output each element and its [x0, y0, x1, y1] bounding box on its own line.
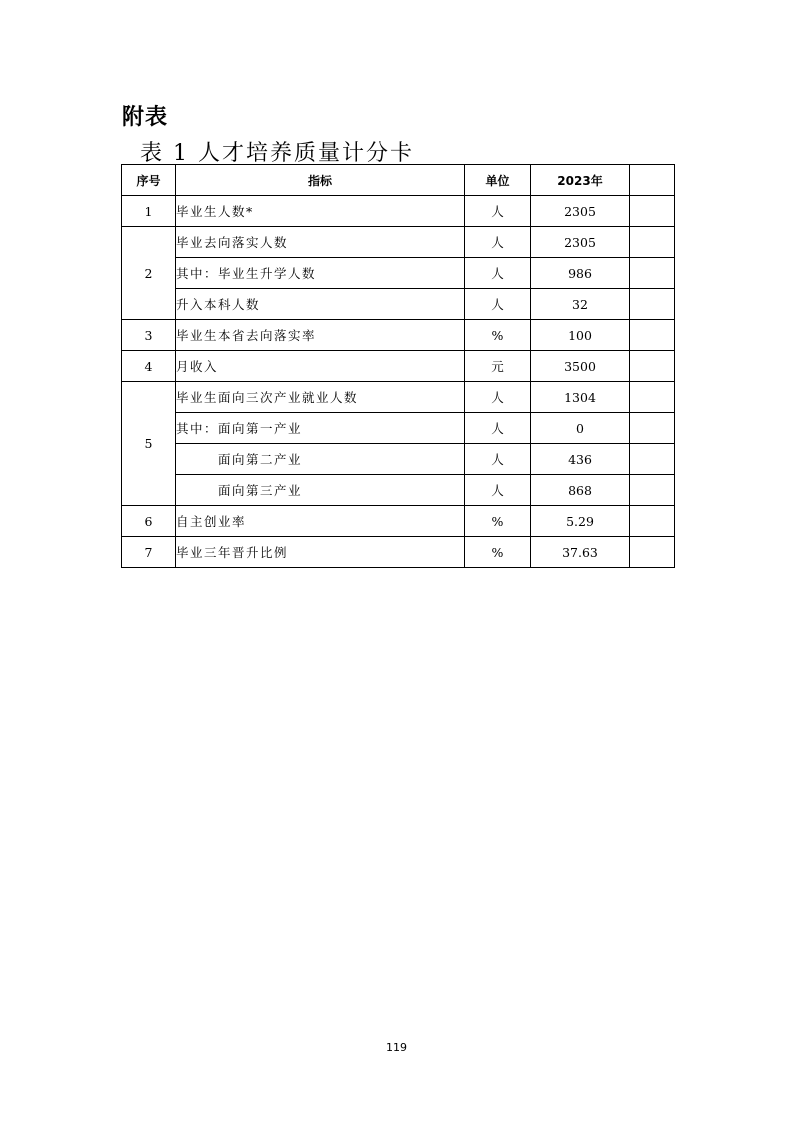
row-unit: %: [465, 537, 531, 568]
row-value: 1304: [531, 382, 630, 413]
row-unit: 人: [465, 196, 531, 227]
row-extra: [630, 444, 675, 475]
header-indicator: 指标: [176, 165, 465, 196]
row-value: 868: [531, 475, 630, 506]
table-row: [122, 506, 675, 537]
row-indicator: 自主创业率: [176, 506, 465, 537]
row-indicator: 其中：面向第一产业: [176, 413, 465, 444]
header-unit: 单位: [465, 165, 531, 196]
row-extra: [630, 537, 675, 568]
table-row: [122, 537, 675, 568]
row-extra: [630, 196, 675, 227]
row-extra: [630, 506, 675, 537]
row-extra: [630, 258, 675, 289]
row-seq: 7: [122, 537, 176, 568]
row-indicator: 面向第二产业: [176, 444, 465, 475]
table-row: [122, 320, 675, 351]
appendix-heading: 附表: [122, 105, 169, 130]
row-unit: 人: [465, 413, 531, 444]
table-row: [122, 351, 675, 382]
row-unit: %: [465, 506, 531, 537]
header-extra: [630, 165, 675, 196]
row-indicator: 毕业三年晋升比例: [176, 537, 465, 568]
row-extra: [630, 382, 675, 413]
table-row: [122, 444, 675, 475]
table-row: [122, 475, 675, 506]
table-row: [122, 289, 675, 320]
row-seq: 5: [122, 382, 176, 506]
talent-quality-scorecard-table: [121, 164, 675, 568]
row-unit: 人: [465, 289, 531, 320]
table-row: [122, 227, 675, 258]
row-indicator: 毕业生人数*: [176, 196, 465, 227]
row-indicator: 其中：毕业生升学人数: [176, 258, 465, 289]
row-indicator: 月收入: [176, 351, 465, 382]
row-indicator: 毕业生本省去向落实率: [176, 320, 465, 351]
row-seq: 6: [122, 506, 176, 537]
row-indicator: 毕业去向落实人数: [176, 227, 465, 258]
row-value: 2305: [531, 196, 630, 227]
header-year: 2023年: [531, 165, 630, 196]
header-seq: 序号: [122, 165, 176, 196]
row-extra: [630, 475, 675, 506]
row-seq: 3: [122, 320, 176, 351]
row-indicator: 毕业生面向三次产业就业人数: [176, 382, 465, 413]
table-row: [122, 382, 675, 413]
row-extra: [630, 413, 675, 444]
row-unit: 人: [465, 444, 531, 475]
row-unit: 人: [465, 258, 531, 289]
row-unit: %: [465, 320, 531, 351]
row-value: 3500: [531, 351, 630, 382]
row-unit: 人: [465, 227, 531, 258]
row-seq: 4: [122, 351, 176, 382]
table-header-row: [122, 165, 675, 196]
row-indicator: 面向第三产业: [176, 475, 465, 506]
table-title: 表 1 人才培养质量计分卡: [140, 141, 414, 166]
row-value: 37.63: [531, 537, 630, 568]
row-value: 2305: [531, 227, 630, 258]
row-unit: 人: [465, 475, 531, 506]
row-indicator: 升入本科人数: [176, 289, 465, 320]
row-value: 0: [531, 413, 630, 444]
row-seq: 1: [122, 196, 176, 227]
row-value: 436: [531, 444, 630, 475]
page-number: 119: [386, 1041, 407, 1054]
row-value: 986: [531, 258, 630, 289]
row-extra: [630, 227, 675, 258]
table-row: [122, 196, 675, 227]
table-row: [122, 258, 675, 289]
row-value: 100: [531, 320, 630, 351]
row-extra: [630, 289, 675, 320]
row-unit: 元: [465, 351, 531, 382]
row-extra: [630, 320, 675, 351]
row-seq: 2: [122, 227, 176, 320]
row-value: 5.29: [531, 506, 630, 537]
row-value: 32: [531, 289, 630, 320]
row-unit: 人: [465, 382, 531, 413]
table-row: [122, 413, 675, 444]
row-extra: [630, 351, 675, 382]
